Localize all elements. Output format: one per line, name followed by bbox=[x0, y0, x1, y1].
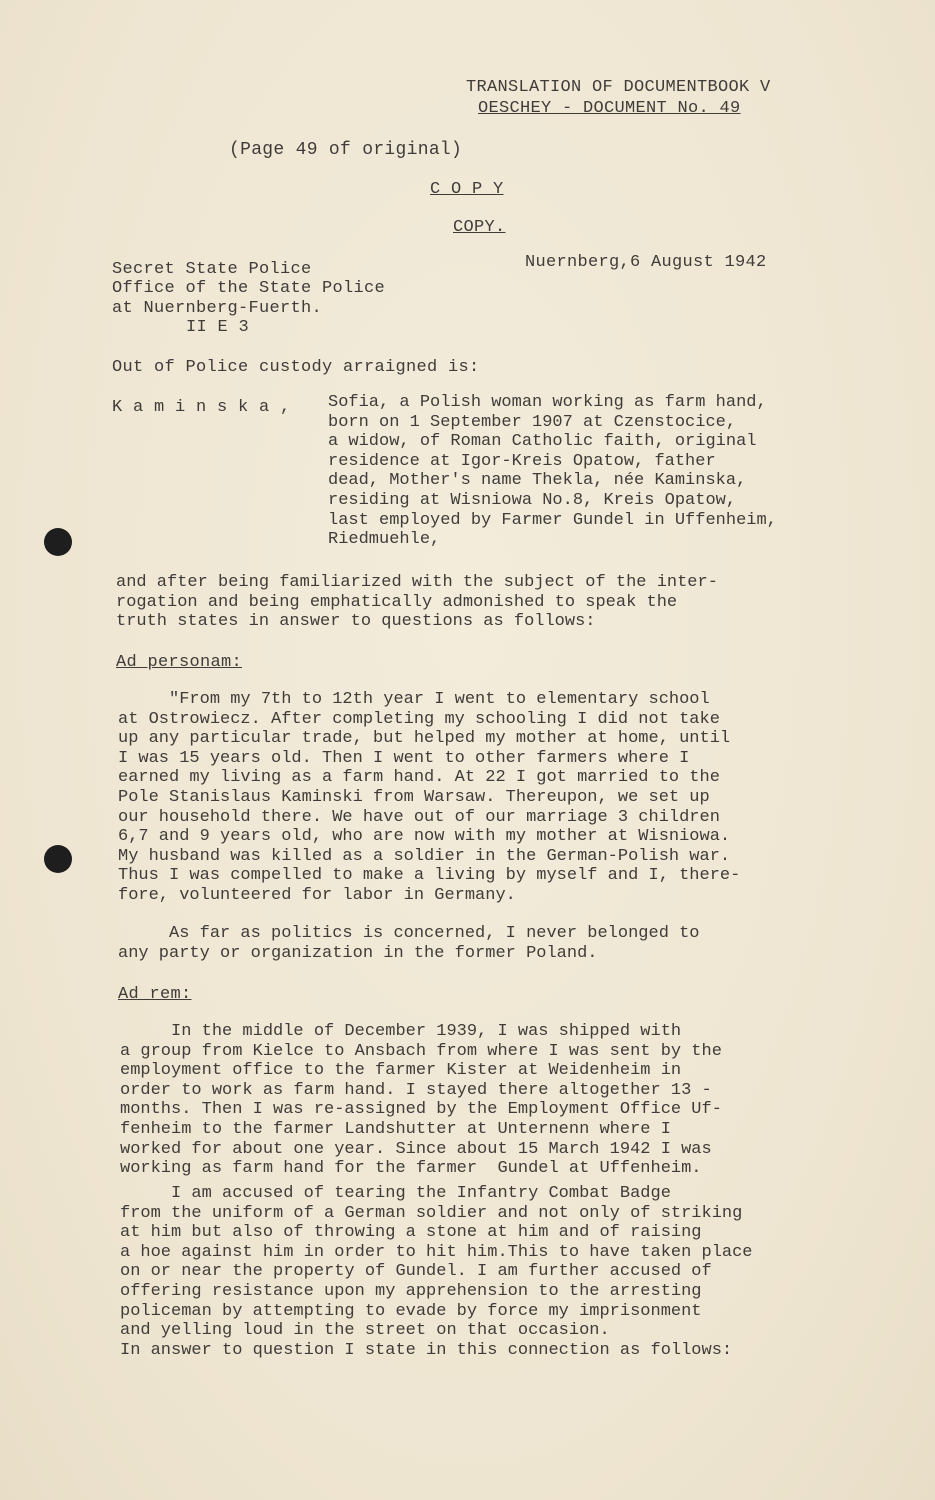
accused-line: In answer to question I state in this connection as follows: bbox=[120, 1340, 733, 1360]
politics-paragraph bbox=[118, 924, 700, 963]
section-heading-ad-personam: Ad personam: bbox=[116, 653, 243, 672]
person-name: K a m i n s k a , bbox=[112, 398, 291, 417]
accused-line: from the uniform of a German soldier and not only of striking bbox=[120, 1203, 743, 1223]
rem-line: months. Then I was re-assigned by the Employment Office Uf- bbox=[120, 1100, 722, 1120]
person-line: dead, Mother's name Thekla, née Kaminska, bbox=[328, 471, 747, 491]
personal-line: at Ostrowiecz. After completing my schooling I did not take bbox=[118, 709, 720, 729]
arraigned-line: Out of Police custody arraigned is: bbox=[112, 358, 480, 377]
header-line-2: OESCHEY - DOCUMENT No. 49 bbox=[478, 99, 741, 118]
personal-line: fore, volunteered for labor in Germany. bbox=[118, 885, 516, 905]
intro-line: truth states in answer to questions as follows: bbox=[116, 612, 596, 632]
personal-line: My husband was killed as a soldier in the German-Polish war. bbox=[118, 846, 731, 866]
page-note: (Page 49 of original) bbox=[229, 140, 463, 160]
rem-line: a group from Kielce to Ansbach from where I was sent by the bbox=[120, 1041, 722, 1061]
personal-line: Pole Stanislaus Kaminski from Warsaw. Thereupon, we set up bbox=[118, 787, 710, 807]
personal-line: up any particular trade, but helped my mother at home, until bbox=[118, 729, 731, 749]
place-date: Nuernberg,6 August 1942 bbox=[525, 253, 767, 272]
personal-line: Thus I was compelled to make a living by myself and I, there- bbox=[118, 866, 741, 886]
sender-line-2: Office of the State Police bbox=[112, 279, 386, 298]
accused-line: a hoe against him in order to hit him.This to have taken place bbox=[120, 1242, 753, 1262]
copy-heading: COPY. bbox=[453, 218, 506, 237]
accused-line: policeman by attempting to evade by force my imprisonment bbox=[120, 1301, 702, 1321]
rem-line: working as farm hand for the farmer Gundel at Uffenheim. bbox=[120, 1159, 702, 1179]
intro-paragraph bbox=[116, 573, 718, 632]
person-line: Sofia, a Polish woman working as farm hand, bbox=[328, 393, 767, 412]
personal-paragraph bbox=[118, 690, 740, 906]
header-line-1: TRANSLATION OF DOCUMENTBOOK V bbox=[466, 78, 771, 97]
rem-line: fenheim to the farmer Landshutter at Unternenn where I bbox=[120, 1119, 671, 1139]
copy-heading-spaced: C O P Y bbox=[430, 180, 504, 199]
sender-line-1: Secret State Police bbox=[112, 260, 312, 279]
personal-line: I was 15 years old. Then I went to other farmers where I bbox=[118, 748, 690, 768]
politics-line: any party or organization in the former Poland. bbox=[118, 943, 598, 963]
sender-line-3: at Nuernberg-Fuerth. bbox=[112, 299, 323, 318]
accused-line: I am accused of tearing the Infantry Combat Badge bbox=[120, 1184, 671, 1203]
intro-line: and after being familiarized with the subject of the inter- bbox=[116, 573, 718, 592]
person-line: born on 1 September 1907 at Czenstocice, bbox=[328, 412, 737, 432]
person-details bbox=[328, 393, 777, 550]
rem-line: In the middle of December 1939, I was shipped with bbox=[120, 1022, 682, 1041]
accused-line: on or near the property of Gundel. I am further accused of bbox=[120, 1262, 712, 1282]
person-line: residing at Wisniowa No.8, Kreis Opatow, bbox=[328, 490, 737, 510]
accused-paragraph bbox=[120, 1184, 753, 1360]
personal-line: 6,7 and 9 years old, who are now with my mother at Wisniowa. bbox=[118, 827, 731, 847]
personal-line: "From my 7th to 12th year I went to elementary school bbox=[118, 690, 710, 709]
sender-line-4: II E 3 bbox=[186, 318, 250, 337]
intro-line: rogation and being emphatically admonished to speak the bbox=[116, 592, 678, 612]
person-line: residence at Igor-Kreis Opatow, father bbox=[328, 451, 716, 471]
punch-hole-middle bbox=[44, 845, 72, 873]
politics-line: As far as politics is concerned, I never belonged to bbox=[118, 924, 700, 943]
rem-line: worked for about one year. Since about 15 March 1942 I was bbox=[120, 1139, 712, 1159]
person-line: last employed by Farmer Gundel in Uffenheim, bbox=[328, 510, 777, 530]
accused-line: at him but also of throwing a stone at him and of raising bbox=[120, 1223, 702, 1243]
personal-line: earned my living as a farm hand. At 22 I got married to the bbox=[118, 768, 720, 788]
rem-line: order to work as farm hand. I stayed there altogether 13 - bbox=[120, 1080, 712, 1100]
rem-paragraph bbox=[120, 1022, 722, 1179]
personal-line: our household there. We have out of our marriage 3 children bbox=[118, 807, 720, 827]
person-line: Riedmuehle, bbox=[328, 530, 441, 550]
person-line: a widow, of Roman Catholic faith, original bbox=[328, 432, 757, 452]
punch-hole-top bbox=[44, 528, 72, 556]
accused-line: and yelling loud in the street on that occasion. bbox=[120, 1321, 610, 1341]
rem-line: employment office to the farmer Kister at Weidenheim in bbox=[120, 1061, 682, 1081]
accused-line: offering resistance upon my apprehension to the arresting bbox=[120, 1281, 702, 1301]
section-heading-ad-rem: Ad rem: bbox=[118, 985, 192, 1004]
